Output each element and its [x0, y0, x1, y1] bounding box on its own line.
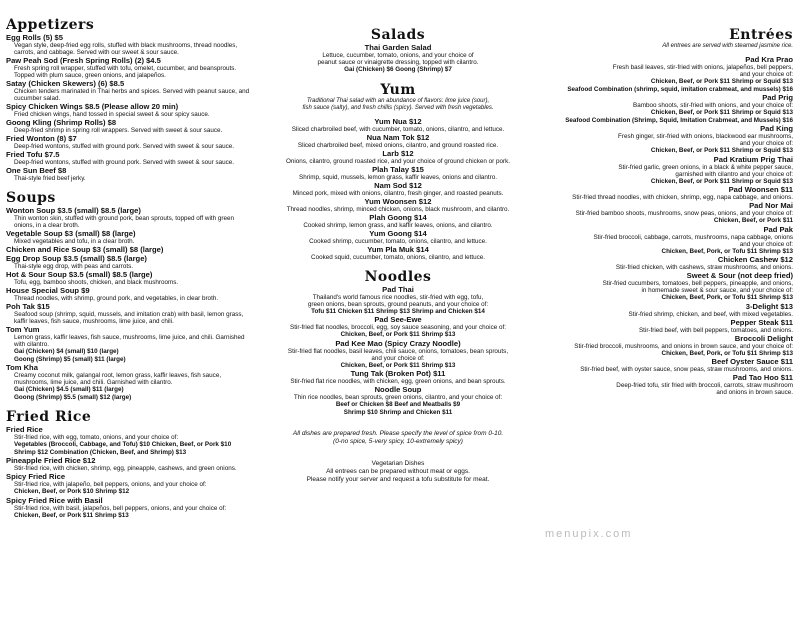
menu-item-name: One Sun Beef $8 — [6, 166, 67, 175]
menu-item-description: peanut sauce or vinaigrette dressing, topped with cilantro. — [317, 59, 479, 66]
menu-item-name: Pad Tao Hoo $11 — [732, 373, 793, 382]
menu-item-description: Thailand's world famous rice noodles, stir-fried with egg, tofu, — [312, 293, 484, 301]
menu-item-name: Sweet & Sour (not deep fried) — [686, 271, 793, 280]
salads-section — [278, 28, 518, 74]
menu-item-name: Pad Kratium Prig Thai — [713, 154, 793, 164]
menu-item-description: Stir-fried bamboo shoots, mushrooms, snow peas, onions, and your choice of: — [575, 210, 793, 217]
menu-item-description: kaffir leaves, fish sauce, mushrooms, lime juice, and chili. — [14, 318, 174, 325]
menu-item-prices: Chicken, Beef, or Pork $10 Shrimp $12 — [14, 488, 130, 495]
section-title: Yum — [380, 81, 416, 98]
menu-item-description: Vegan style, deep-fried egg rolls, stuffed with black mushrooms, thread noodles, — [14, 42, 238, 49]
menu-item-prices: Shrimp $10 Shrimp and Chicken $11 — [343, 408, 453, 416]
menu-item-description: Stir-fried garlic, green onions, in a black & white pepper sauce, — [618, 163, 793, 171]
menu-item-description: and onions in brown sauce. — [716, 389, 793, 396]
menu-item-name: Nua Nam Tok $12 — [366, 132, 430, 142]
menu-item-description: carrots, and cabbage. Served with our sweet & sour sauce. — [14, 49, 179, 56]
menu-item-description: Stir-fried flat noodles, basil leaves, chili sauce, onions, tomatoes, bean sprouts, — [287, 347, 509, 355]
section-note: Traditional Thai salad with an abundance of flavors: lime juice (sour), — [306, 97, 490, 104]
menu-item-description: Stir-fried chicken, with cashews, straw mushrooms, and onions. — [615, 264, 793, 271]
menu-item-description: Stir-fried flat noodles, broccoli, egg, soy sauce seasoning, and your choice of: — [290, 324, 506, 331]
menu-item-prices: Chicken, Beef, Pork, or Tofu $11 Shrimp $13 — [661, 247, 793, 255]
menu-item-description: and your choice of: — [739, 140, 793, 147]
menu-item-description: Shrimp, squid, mussels, lemon grass, kaffir leaves, onions and cilantro. — [299, 173, 497, 181]
menu-item-prices: Gai (Chicken) $6 Goong (Shrimp) $7 — [344, 66, 452, 73]
menu-item-description: Chicken tenders marinated in Thai herbs and spices. Served with peanut sauce, and — [14, 88, 250, 95]
menu-item-prices: Goong (Shrimp) $5.5 (small) $12 (large) — [14, 393, 132, 401]
menu-item-description: Stir-fried beef, with oyster sauce, snow peas, straw mushrooms, and onions. — [580, 366, 793, 373]
menu-item-name: Yum Woonsen $12 — [364, 196, 432, 206]
menu-item-name: Larb $12 — [382, 148, 414, 158]
menu-item-description: and your choice of: — [371, 354, 425, 362]
menu-item-name: Pepper Steak $11 — [730, 317, 793, 327]
section-title: Noodles — [364, 268, 432, 285]
menu-item-description: Deep-fried wontons, stuffed with ground pork. Served with sweet & sour sauce. — [14, 143, 235, 150]
menu-item-description: Thread noodles, with shrimp, ground pork, and vegetables, in clear broth. — [14, 295, 219, 302]
menu-item-name: Chicken Cashew $12 — [717, 255, 793, 264]
section-note: fish sauce (salty), and fresh chillis (spicy). Served with fresh vegetables. — [302, 104, 494, 111]
menu-item-description: cucumber salad. — [14, 95, 61, 102]
menu-item-prices: Goong (Shrimp) $5 (small) $11 (large) — [14, 355, 126, 363]
menu-item-description: Stir-fried broccoli, mushrooms, and onions in brown sauce, and your choice of: — [574, 342, 793, 350]
middle-column — [278, 28, 518, 617]
menu-item-description: Tofu, egg, bamboo shoots, chicken, and black mushrooms. — [14, 279, 179, 286]
menu-item-description: Cooked shrimp, cucumber, tomato, onions, cilantro, and lettuce. — [309, 237, 487, 245]
entrees-section — [525, 28, 793, 396]
menu-item-name: Pad Pak — [763, 224, 793, 234]
menu-item-name: Fried Tofu $7.5 — [6, 150, 60, 159]
menu-item-description: Stir-fried thread noodles, with chicken, shrimp, egg, napa cabbage, and onions. — [572, 194, 793, 201]
section-title: Salads — [370, 28, 426, 43]
menu-item-prices: Vegetables (Broccoli, Cabbage, and Tofu) $10 Chicken, Beef, or Pork $10 — [14, 441, 232, 448]
menu-item-description: garnished with cilantro and your choice of: — [675, 170, 793, 178]
vegetarian-note-title: Vegetarian Dishes — [371, 460, 425, 467]
menu-item-description: Stir-fried beef, with bell peppers, tomatoes, and onions. — [638, 326, 793, 334]
menu-item-description: Stir-fried shrimp, chicken, and beef, with mixed vegetables. — [628, 310, 793, 318]
menu-item-name: Tung Tak (Broken Pot) $11 — [350, 369, 446, 378]
menu-item-name: Pad Kra Prao — [745, 55, 793, 64]
menu-item-description: and your choice of: — [739, 240, 793, 248]
menu-item-name: Pad Prig — [762, 93, 793, 102]
menu-item-description: Cooked squid, cucumber, tomato, onions, cilantro, and lettuce. — [311, 253, 485, 261]
menu-item-description: in homemade sweet & sour sauce, and your choice of: — [641, 287, 793, 294]
menu-item-description: Fresh ginger, stir-fried with onions, blackwood ear mushrooms, — [618, 133, 793, 140]
menu-item-description: Thread noodles, shrimp, minced chicken, onions, black mushroom, and cilantro. — [286, 205, 510, 213]
section-title: Fried Rice — [6, 409, 92, 425]
section-title: Entrées — [729, 28, 793, 43]
menu-item-description: Fresh spring roll wrapper, stuffed with tofu, omelet, cucumber, and beansprouts. — [14, 65, 237, 72]
menu-item-description: Thin wonton skin, stuffed with ground pork, bean sprouts, topped off with green — [14, 215, 234, 222]
menu-item-name: Pad Thai — [382, 284, 414, 294]
vegetarian-note — [278, 460, 518, 484]
menu-item-prices: Chicken, Beef, or Pork $11 Shrimp $13 — [14, 511, 129, 519]
menu-item-description: Lettuce, cucumber, tomato, onions, and your choice of — [322, 52, 474, 59]
menu-item-name: Yum Nua $12 — [374, 116, 422, 126]
menu-item-name: Yum Goong $14 — [369, 228, 427, 238]
menu-item-description: Stir-fried rice, with basil, jalapeños, bell peppers, onions, and your choice of: — [14, 504, 227, 512]
noodles-section — [278, 270, 518, 417]
menu-item-name: Spicy Chicken Wings $8.5 (Please allow 20 min) — [6, 102, 179, 111]
menu-item-description: Stir-fried flat rice noodles, with chicken, egg, green onions, and bean sprouts. — [290, 378, 506, 385]
menu-item-prices: Gai (Chicken) $4.5 (small) $11 (large) — [14, 386, 124, 393]
menu-item-name: Plah Goong $14 — [369, 212, 427, 222]
menu-item-prices: Chicken, Beef, or Pork $11 Shrimp or Squid $13 — [650, 109, 793, 116]
fried-rice-section — [6, 410, 268, 519]
menu-item-prices: Chicken, Beef, Pork, or Tofu $11 Shrimp $13 — [661, 349, 793, 357]
menu-item-description: Thin rice noodles, bean sprouts, green onions, cilantro, and your choice of: — [293, 394, 503, 401]
menu-item-description: with cilantro. — [14, 341, 49, 348]
menu-item-name: Thai Garden Salad — [364, 43, 432, 52]
section-title: Appetizers — [6, 18, 95, 33]
menu-item-prices: Chicken, Beef, or Pork $11 Shrimp $13 — [340, 361, 456, 369]
menu-item-name: Fried Rice — [6, 425, 43, 434]
menu-item-name: Broccoli Delight — [734, 333, 793, 343]
menu-item-prices: Chicken, Beef, or Pork $11 Shrimp or Squid $13 — [650, 78, 793, 85]
menu-item-description: Deep-fried shrimp in spring roll wrappers. Served with sweet & sour sauce. — [14, 127, 223, 134]
left-column — [6, 18, 268, 617]
menu-item-description: Minced pork, mixed with onions, cilantro, fresh ginger, and roasted peanuts. — [292, 189, 504, 197]
menu-item-name: Noodle Soup — [374, 385, 422, 394]
menu-item-name: Yum Pla Muk $14 — [367, 244, 429, 254]
menu-item-name: Goong Kling (Shrimp Rolls) $8 — [6, 118, 117, 127]
menu-item-description: Cooked shrimp, lemon grass, and kaffir leaves, onions, and cilantro. — [303, 221, 493, 229]
section-note: All entrees are served with steamed jasmine rice. — [662, 43, 793, 49]
menu-item-description: Thai-style egg drop, with peas and carrots. — [14, 263, 134, 270]
menu-item-name: Fried Wonton (8) $7 — [6, 134, 77, 143]
menu-item-description: Mixed vegetables and tofu, in a clear broth. — [14, 238, 135, 245]
menu-item-name: Wonton Soup $3.5 (small) $8.5 (large) — [6, 206, 141, 215]
menu-item-name: Tom Yum — [6, 325, 40, 334]
menu-item-prices: Beef or Chicken $8 Beef and Meatballs $9 — [335, 401, 461, 408]
menu-item-description: Stir-fried cucumbers, tomatoes, bell peppers, pineapple, and onions, — [602, 280, 793, 287]
menu-item-description: Fried chicken wings, hand tossed in special sweet & sour spicy sauce. — [14, 111, 210, 118]
menu-item-prices: Seafood Combination (Shrimp, Squid, Imitation Crabmeat, and Mussels) $16 — [565, 116, 793, 124]
spice-note-line: (0-no spice, 5-very spicy, 10-extremely spicy) — [333, 438, 463, 445]
menu-item-name: Beef Oyster Sauce $11 — [711, 357, 793, 366]
menu-item-name: Pad Kee Mao (Spicy Crazy Noodle) — [335, 338, 461, 348]
menu-item-prices: Chicken, Beef, or Pork $11 Shrimp $13 — [340, 331, 456, 338]
menu-item-description: Onions, cilantro, ground roasted rice, and your choice of ground chicken or pork. — [285, 157, 510, 165]
menu-item-description: Stir-fried broccoli, cabbage, carrots, mushrooms, napa cabbage, onions — [593, 233, 793, 241]
watermark: menupix.com — [545, 528, 633, 540]
menu-item-description: Creamy coconut milk, galangal root, lemon grass, kaffir leaves, fish sauce, — [14, 372, 222, 379]
menu-item-description: Thai-style fried beef jerky. — [14, 175, 86, 182]
menu-item-name: Satay (Chicken Skewers) (6) $8.5 — [6, 79, 125, 88]
menu-item-name: 3-Delight $13 — [745, 301, 793, 311]
menu-item-name: Hot & Sour Soup $3.5 (small) $8.5 (large) — [6, 270, 153, 279]
menu-item-name: Pad Nor Mai — [749, 201, 793, 210]
menu-item-prices: Chicken, Beef, Pork, or Tofu $11 Shrimp $13 — [661, 294, 793, 301]
menu-item-description: Deep-fried wontons, stuffed with ground pork. Served with sweet & sour sauce. — [14, 159, 235, 166]
menu-item-name: Poh Tak $15 — [6, 302, 50, 311]
spice-note — [278, 430, 518, 446]
menu-item-name: Spicy Fried Rice with Basil — [6, 495, 103, 505]
menu-item-name: Nam Sod $12 — [374, 180, 422, 190]
menu-item-prices: Shrimp $12 Combination (Chicken, Beef, and Shrimp) $13 — [14, 448, 187, 456]
menu-item-description: Seafood soup (shrimp, squid, mussels, and imitation crab) with basil, lemon grass, — [14, 311, 244, 318]
section-title: Soups — [6, 190, 56, 206]
menu-item-name: Egg Rolls (5) $5 — [6, 33, 63, 42]
menu-item-name: Spicy Fried Rice — [6, 472, 66, 481]
menu-item-description: Bamboo shoots, stir-fried with onions, and your choice of: — [633, 102, 793, 109]
menu-item-prices: Chicken, Beef, or Pork $11 Shrimp or Squid $13 — [650, 147, 793, 154]
appetizers-section — [6, 18, 268, 182]
menu-item-name: Pad Woonsen $11 — [728, 185, 793, 194]
menu-item-prices: Chicken, Beef, or Pork $11 — [713, 217, 793, 224]
menu-item-description: green onions, bean sprouts, ground peanuts, and your choice of: — [307, 300, 489, 308]
menu-item-description: mushrooms, lime juice, and chili. Garnished with cilantro. — [14, 379, 173, 386]
menu-item-prices: Gai (Chicken) $4 (small) $10 (large) — [14, 348, 119, 355]
menu-item-name: Chicken and Rice Soup $3 (small) $8 (large) — [6, 245, 164, 254]
menu-item-name: Pad See-Ewe — [374, 315, 422, 324]
menu-item-description: onions, in a clear broth. — [14, 222, 80, 229]
menu-item-description: and your choice of: — [739, 71, 793, 78]
menu-item-description: Topped with plum sauce, green onions, and jalapeños. — [14, 72, 166, 79]
menu-item-name: Egg Drop Soup $3.5 (small) $8.5 (large) — [6, 254, 147, 263]
vegetarian-note-line: Please notify your server and request a tofu substitute for meat. — [306, 476, 490, 483]
menu-item-name: Plah Talay $15 — [372, 164, 424, 174]
menu-item-description: Deep-fried tofu, stir fried with broccoli, carrots, straw mushroom — [616, 382, 793, 389]
menu-item-prices: Chicken, Beef, or Pork $11 Shrimp or Squid $13 — [650, 177, 793, 185]
menu-item-description: Sliced charbroiled beef, with cucumber, tomato, onions, cilantro, and lettuce. — [291, 125, 505, 133]
menu-item-description: Stir-fried rice, with jalapeño, bell peppers, onions, and your choice of: — [14, 481, 207, 488]
menu-item-name: Tom Kha — [6, 363, 38, 372]
menu-item-description: Lemon grass, kaffir leaves, fish sauce, mushrooms, lime juice, and chili. Garnished — [14, 334, 245, 341]
menu-item-description: Stir-fried rice, with egg, tomato, onions, and your choice of: — [14, 434, 179, 441]
spice-note-line: All dishes are prepared fresh. Please specify the level of spice from 0-10. — [292, 430, 504, 437]
menu-item-prices: Tofu $11 Chicken $11 Shrimp $13 Shrimp and Chicken $14 — [311, 307, 485, 315]
soups-section — [6, 191, 268, 401]
menu-item-description: Fresh basil leaves, stir-fried with onions, jalapeños, bell peppers, — [612, 64, 793, 71]
menu-item-name: Vegetable Soup $3 (small) $8 (large) — [6, 229, 136, 238]
menu-item-prices: Seafood Combination (shrimp, squid, imitation crabmeat, and mussels) $16 — [567, 85, 793, 93]
menu-item-name: Pineapple Fried Rice $12 — [6, 456, 96, 465]
menu-item-name: House Special Soup $9 — [6, 286, 90, 295]
vegetarian-note-line: All entrees can be prepared without meat or eggs. — [326, 468, 470, 475]
menu-item-name: Pad King — [760, 124, 793, 133]
menu-item-name: Paw Peah Sod (Fresh Spring Rolls) (2) $4.5 — [6, 56, 161, 65]
menu-item-description: Stir-fried rice, with chicken, shrimp, egg, pineapple, cashews, and green onions. — [14, 465, 237, 472]
menu-item-description: Sliced charbroiled beef, mixed onions, cilantro, and ground roasted rice. — [297, 141, 499, 149]
yum-section — [278, 83, 518, 261]
